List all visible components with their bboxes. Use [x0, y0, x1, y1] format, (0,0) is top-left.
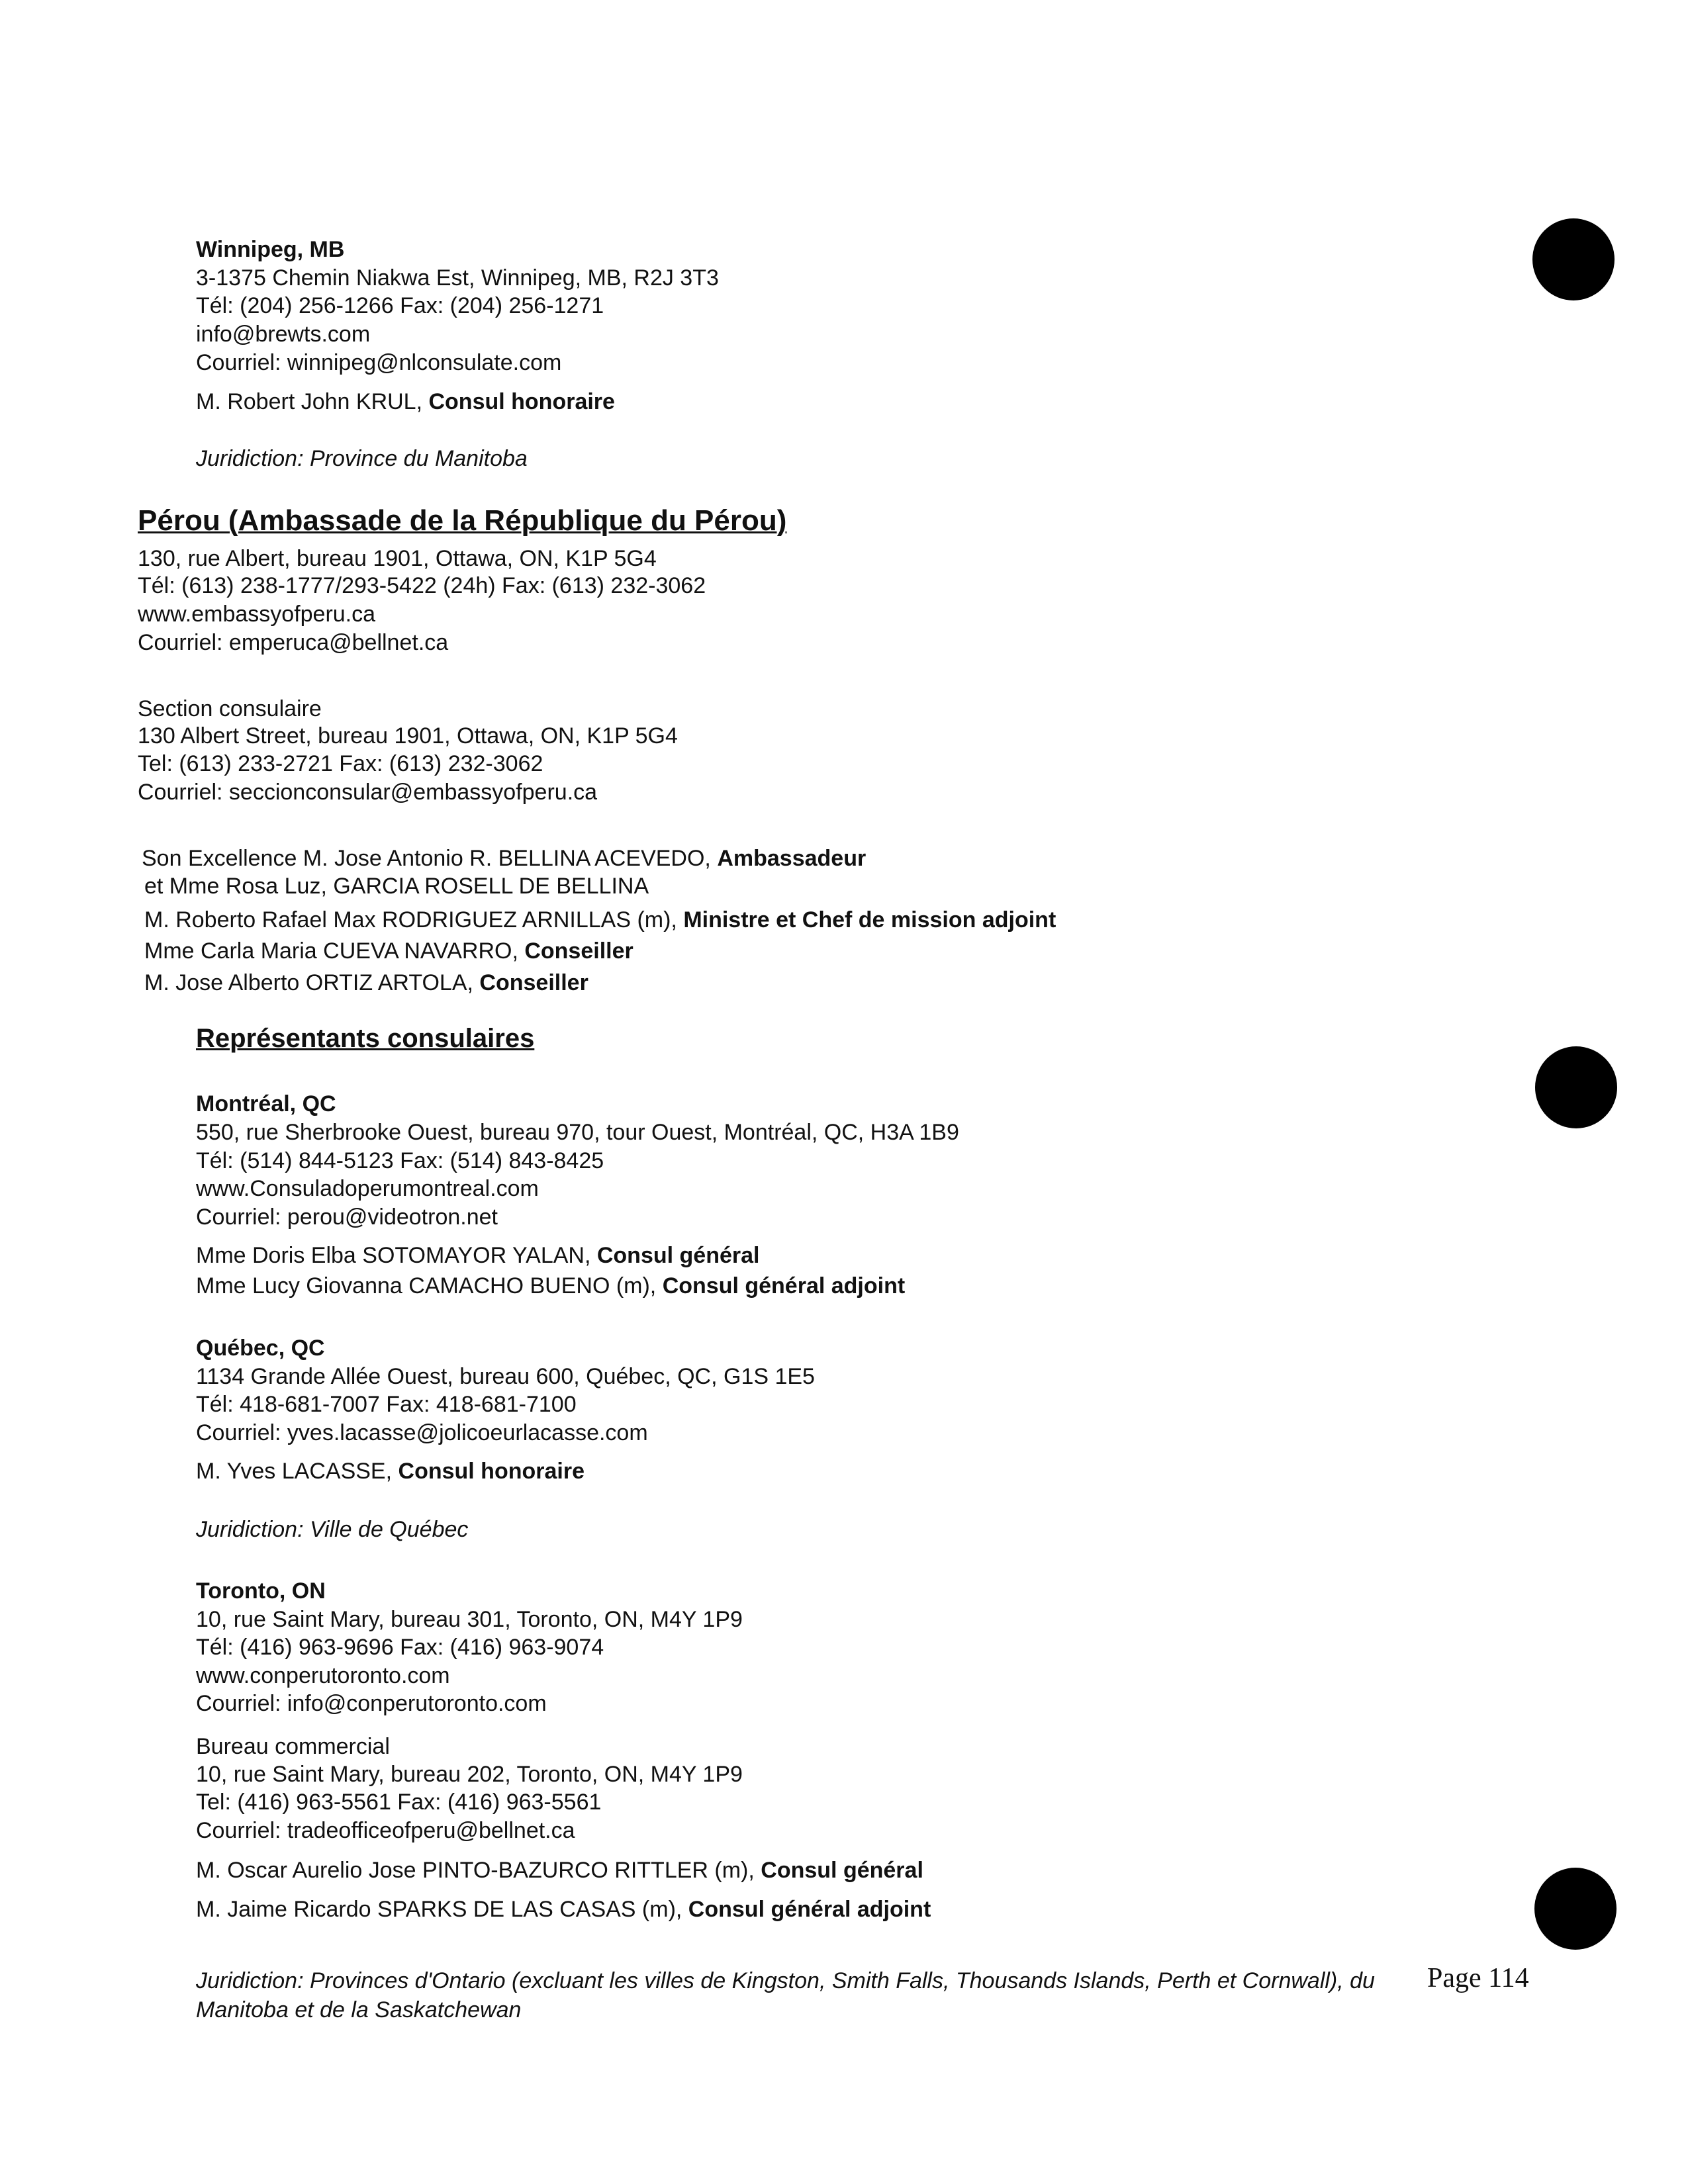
staff-name: Mme Lucy Giovanna CAMACHO BUENO (m), — [196, 1273, 663, 1298]
staff-name: M. Oscar Aurelio Jose PINTO-BAZURCO RITTLER (m), — [196, 1858, 761, 1883]
staff-name: Mme Carla Maria CUEVA NAVARRO, — [144, 938, 525, 964]
embassy-heading: Pérou (Ambassade de la République du Pérou) — [138, 504, 787, 537]
official-title: Consul honoraire — [398, 1459, 585, 1484]
staff-line — [144, 937, 633, 965]
consular-section-email: Courriel: seccionconsular@embassyofperu.ca — [138, 780, 598, 805]
staff-line — [144, 906, 1056, 934]
commercial-office-email: Courriel: tradeofficeofperu@bellnet.ca — [196, 1818, 575, 1843]
phone: Tél: (613) 238-1777/293-5422 (24h) Fax: (613) 232-3062 — [138, 573, 706, 598]
phone: Tél: 418-681-7007 Fax: 418-681-7100 — [196, 1392, 577, 1417]
official-line — [196, 388, 615, 416]
jurisdiction-continued: Manitoba et de la Saskatchewan — [196, 1997, 522, 2023]
email: Courriel: winnipeg@nlconsulate.com — [196, 350, 562, 375]
address: 3-1375 Chemin Niakwa Est, Winnipeg, MB, R2J 3T3 — [196, 265, 719, 291]
address: 1134 Grande Allée Ouest, bureau 600, Québec, QC, G1S 1E5 — [196, 1364, 815, 1389]
city-heading: Toronto, ON — [196, 1578, 326, 1604]
email: Courriel: info@conperutoronto.com — [196, 1691, 547, 1716]
consular-section-phone: Tel: (613) 233-2721 Fax: (613) 232-3062 — [138, 751, 543, 776]
jurisdiction: Juridiction: Province du Manitoba — [196, 446, 528, 471]
jurisdiction: Juridiction: Ville de Québec — [196, 1517, 469, 1542]
website: www.conperutoronto.com — [196, 1663, 450, 1688]
staff-name: et Mme Rosa Luz, GARCIA ROSELL DE BELLINA — [144, 874, 649, 899]
website: info@brewts.com — [196, 322, 371, 347]
commercial-office-phone: Tel: (416) 963-5561 Fax: (416) 963-5561 — [196, 1790, 602, 1815]
staff-line — [196, 1856, 923, 1884]
staff-name: Son Excellence M. Jose Antonio R. BELLINA ACEVEDO, — [142, 846, 718, 871]
commercial-office-title: Bureau commercial — [196, 1734, 390, 1759]
address: 10, rue Saint Mary, bureau 301, Toronto, ON, M4Y 1P9 — [196, 1607, 743, 1632]
staff-title: Consul général adjoint — [688, 1897, 931, 1922]
staff-name: M. Roberto Rafael Max RODRIGUEZ ARNILLAS (m), — [144, 907, 684, 933]
staff-line — [196, 1272, 905, 1300]
staff-title: Consul général — [596, 1243, 760, 1268]
official-line — [196, 1457, 585, 1485]
address: 130, rue Albert, bureau 1901, Ottawa, ON, K1P 5G4 — [138, 546, 657, 571]
staff-line — [144, 969, 588, 997]
punch-hole-top — [1532, 218, 1615, 300]
city-heading: Montréal, QC — [196, 1091, 336, 1116]
punch-hole-middle — [1535, 1046, 1617, 1128]
phone: Tél: (204) 256-1266 Fax: (204) 256-1271 — [196, 293, 604, 318]
official-name: M. Robert John KRUL, — [196, 389, 429, 414]
staff-line — [142, 844, 866, 872]
address: 550, rue Sherbrooke Ouest, bureau 970, tour Ouest, Montréal, QC, H3A 1B9 — [196, 1120, 959, 1145]
staff-title: Ministre et Chef de mission adjoint — [683, 907, 1056, 933]
punch-hole-bottom — [1534, 1868, 1617, 1950]
consular-section-address: 130 Albert Street, bureau 1901, Ottawa, ON, K1P 5G4 — [138, 723, 678, 749]
staff-line — [144, 872, 649, 900]
consular-representatives-heading: Représentants consulaires — [196, 1024, 535, 1053]
email: Courriel: perou@videotron.net — [196, 1205, 498, 1230]
staff-name: M. Jose Alberto ORTIZ ARTOLA, — [144, 970, 480, 995]
staff-title: Conseiller — [524, 938, 633, 964]
commercial-office-address: 10, rue Saint Mary, bureau 202, Toronto, ON, M4Y 1P9 — [196, 1762, 743, 1787]
staff-name: Mme Doris Elba SOTOMAYOR YALAN, — [196, 1243, 597, 1268]
staff-title: Consul général — [761, 1858, 923, 1883]
website: www.Consuladoperumontreal.com — [196, 1176, 539, 1201]
staff-line — [196, 1242, 759, 1269]
official-name: M. Yves LACASSE, — [196, 1459, 399, 1484]
staff-name: M. Jaime Ricardo SPARKS DE LAS CASAS (m), — [196, 1897, 688, 1922]
city-heading: Winnipeg, MB — [196, 237, 345, 262]
website: www.embassyofperu.ca — [138, 602, 376, 627]
phone: Tél: (514) 844-5123 Fax: (514) 843-8425 — [196, 1148, 604, 1173]
email: Courriel: yves.lacasse@jolicoeurlacasse.com — [196, 1420, 648, 1445]
staff-line — [196, 1895, 931, 1923]
staff-title: Conseiller — [479, 970, 588, 995]
page-number: Page 114 — [1427, 1963, 1529, 1993]
jurisdiction: Juridiction: Provinces d'Ontario (excluant les villes de Kingston, Smith Falls, Thousands Islands, Perth et Cornwall), du — [196, 1968, 1375, 1993]
city-heading: Québec, QC — [196, 1336, 325, 1361]
staff-title: Consul général adjoint — [662, 1273, 906, 1298]
email: Courriel: emperuca@bellnet.ca — [138, 630, 449, 655]
official-title: Consul honoraire — [428, 389, 615, 414]
consular-section-title: Section consulaire — [138, 696, 322, 721]
phone: Tél: (416) 963-9696 Fax: (416) 963-9074 — [196, 1635, 604, 1660]
staff-title: Ambassadeur — [717, 846, 867, 871]
